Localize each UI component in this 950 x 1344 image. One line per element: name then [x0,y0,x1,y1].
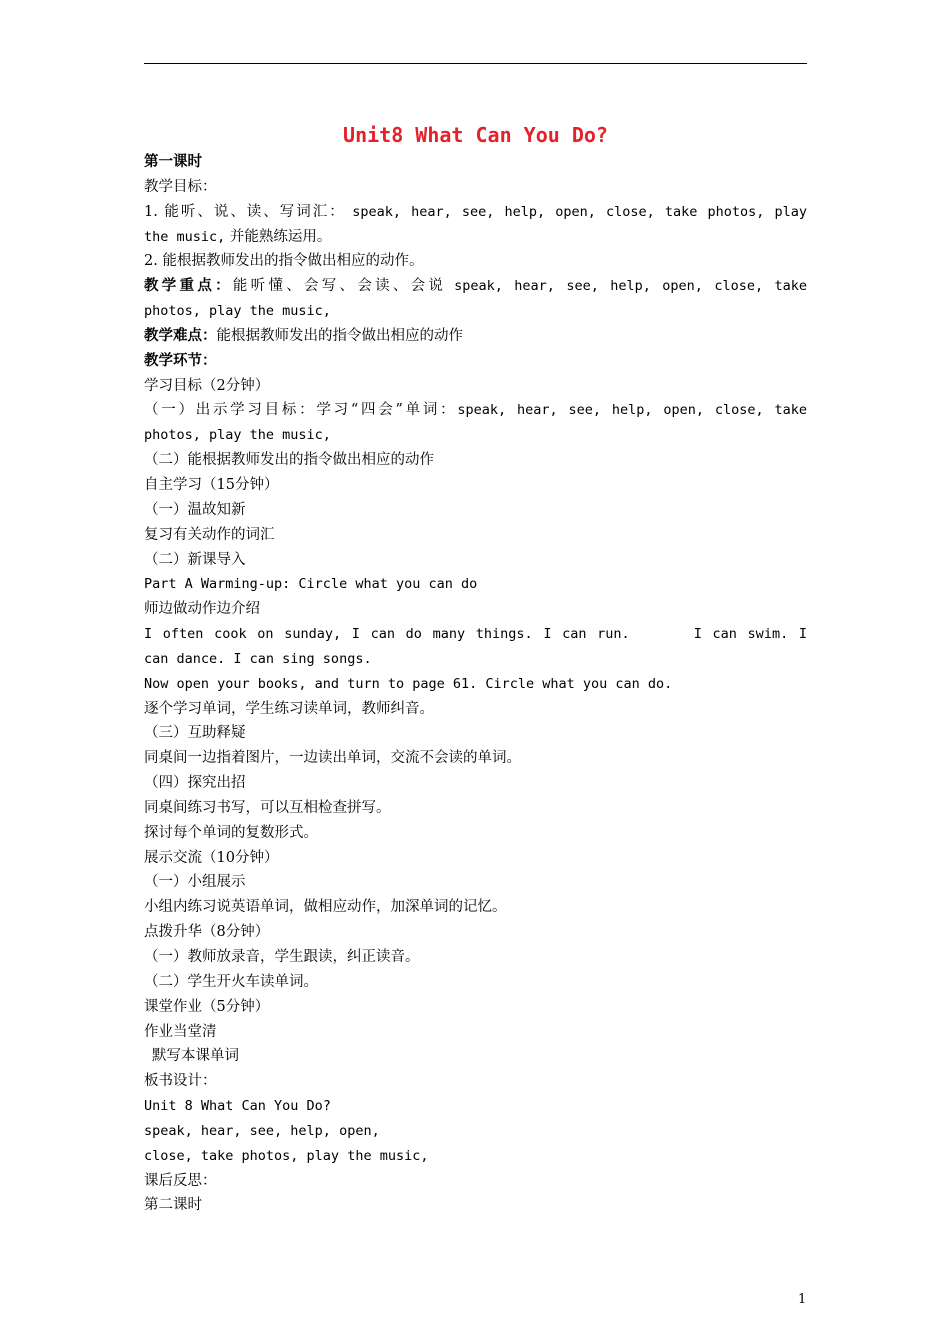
step-mutual-help: （三）互助释疑 [144,725,246,742]
explore-text-2: 探讨每个单词的复数形式。 [144,824,318,841]
header-rule [144,63,807,64]
section-classwork: 课堂作业（5分钟） [144,998,270,1015]
explore-text-1: 同桌间练习书写，可以互相检查拼写。 [144,799,391,816]
step-review-text: 复习有关动作的词汇 [144,526,275,543]
objective-1-cont: the music, 并能熟练运用。 [144,228,332,245]
teacher-intro: 师边做动作边介绍 [144,601,260,618]
guidance-2: （二）学生开火车读单词。 [144,973,318,990]
goal-1: （一）出示学习目标：学习“四会”单词：speak, hear, see, help, open, close, take [144,402,807,419]
goal-1-cont: photos, play the music, [144,427,331,444]
step-new-lesson: （二）新课导入 [144,551,246,568]
lesson-heading: 第一课时 [144,153,202,170]
word-practice: 逐个学习单词，学生练习读单词，教师纠音。 [144,700,434,717]
board-unit-title: Unit 8 What Can You Do? [144,1098,331,1115]
mutual-help-text: 同桌间一边指着图片，一边读出单词，交流不会读的单词。 [144,750,521,767]
objective-1: 1. 能听、说、读、写词汇： speak, hear, see, help, open, close, take photos, play [144,203,807,220]
document-body [144,150,807,1218]
teaching-steps-label: 教学环节： [144,351,217,369]
board-words-1: speak, hear, see, help, open, [144,1122,380,1139]
step-group-show: （一）小组展示 [144,874,246,891]
classwork-2: 默写本课单词 [152,1048,239,1065]
dialogue-line-2: can dance. I can sing songs. [144,650,372,667]
document-title: Unit8 What Can You Do? [343,123,608,147]
classwork-1: 作业当堂清 [144,1023,217,1040]
difficult-points: 教学难点：能根据教师发出的指令做出相应的动作 [144,326,463,344]
section-self-study: 自主学习（15分钟） [144,476,279,493]
group-show-text: 小组内练习说英语单词，做相应动作，加深单词的记忆。 [144,899,507,916]
guidance-1: （一）教师放录音，学生跟读，纠正读音。 [144,949,420,965]
goal-2: （二）能根据教师发出的指令做出相应的动作 [144,452,434,469]
objective-2: 2. 能根据教师发出的指令做出相应的动作。 [144,253,424,270]
objectives-label: 教学目标： [144,178,217,195]
board-design-label: 板书设计： [144,1073,217,1090]
section-presentation: 展示交流（10分钟） [144,849,279,866]
second-lesson-heading: 第二课时 [144,1197,202,1214]
page-number: 1 [798,1292,807,1307]
dialogue-line-3: Now open your books, and turn to page 61. Circle what you can do. [144,675,673,692]
reflection-label: 课后反思： [144,1172,217,1189]
section-guidance: 点拨升华（8分钟） [144,924,270,941]
step-explore: （四）探究出招 [144,775,246,792]
step-review: （一）温故知新 [144,501,246,518]
dialogue-line-1: I often cook on sunday, I can do many things. I can run. I can swim. I [144,626,807,643]
key-points-cont: photos, play the music, [144,303,331,320]
section-learning-goals: 学习目标（2分钟） [144,377,270,394]
part-a-warming-up: Part A Warming-up: Circle what you can do [144,576,478,593]
board-words-2: close, take photos, play the music, [144,1147,429,1164]
key-points: 教学重点：能听懂、会写、会读、会说 speak, hear, see, help, open, close, take [144,277,808,295]
